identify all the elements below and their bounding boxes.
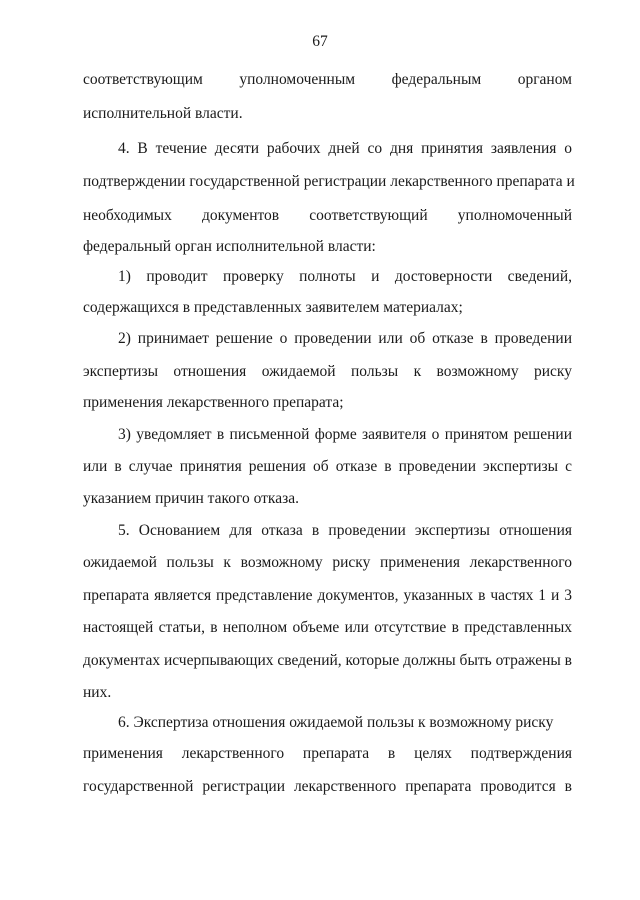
text-line: указанием причин такого отказа. [83,490,299,507]
text-line: содержащихся в представленных заявителем материалах; [83,299,463,316]
text-line: или в случае принятия решения об отказе в проведении экспертизы с [83,458,572,475]
text-line: исполнительной власти. [83,105,243,122]
text-line: применения лекарственного препарата; [83,394,344,411]
text-line: 1) проводит проверку полноты и достоверности сведений, [118,268,572,285]
text-line: настоящей статьи, в неполном объеме или отсутствие в представленных [83,619,572,636]
text-line: 2) принимает решение о проведении или об отказе в проведении [118,330,572,347]
text-line: 6. Экспертиза отношения ожидаемой пользы к возможному риску [118,714,554,731]
text-line: документах исчерпывающих сведений, которые должны быть отражены в [83,652,572,669]
page-number: 67 [312,33,328,50]
text-line: 4. В течение десяти рабочих дней со дня принятия заявления о [118,140,572,157]
text-line: 5. Основанием для отказа в проведении экспертизы отношения [118,522,572,539]
text-line: экспертизы отношения ожидаемой пользы к возможному риску [83,363,572,380]
text-line: 3) уведомляет в письменной форме заявителя о принятом решении [118,426,572,443]
text-line: необходимых документов соответствующий уполномоченный [83,207,572,224]
text-line: соответствующим уполномоченным федеральным органом [83,71,572,88]
text-line: препарата является представление документов, указанных в частях 1 и 3 [83,587,572,604]
text-line: подтверждении государственной регистрации лекарственного препарата и [83,173,575,190]
text-line: государственной регистрации лекарственного препарата проводится в [83,778,572,795]
text-line: федеральный орган исполнительной власти: [83,238,376,255]
text-line: применения лекарственного препарата в целях подтверждения [83,745,572,762]
text-line: них. [83,684,112,701]
text-line: ожидаемой пользы к возможному риску применения лекарственного [83,554,572,571]
